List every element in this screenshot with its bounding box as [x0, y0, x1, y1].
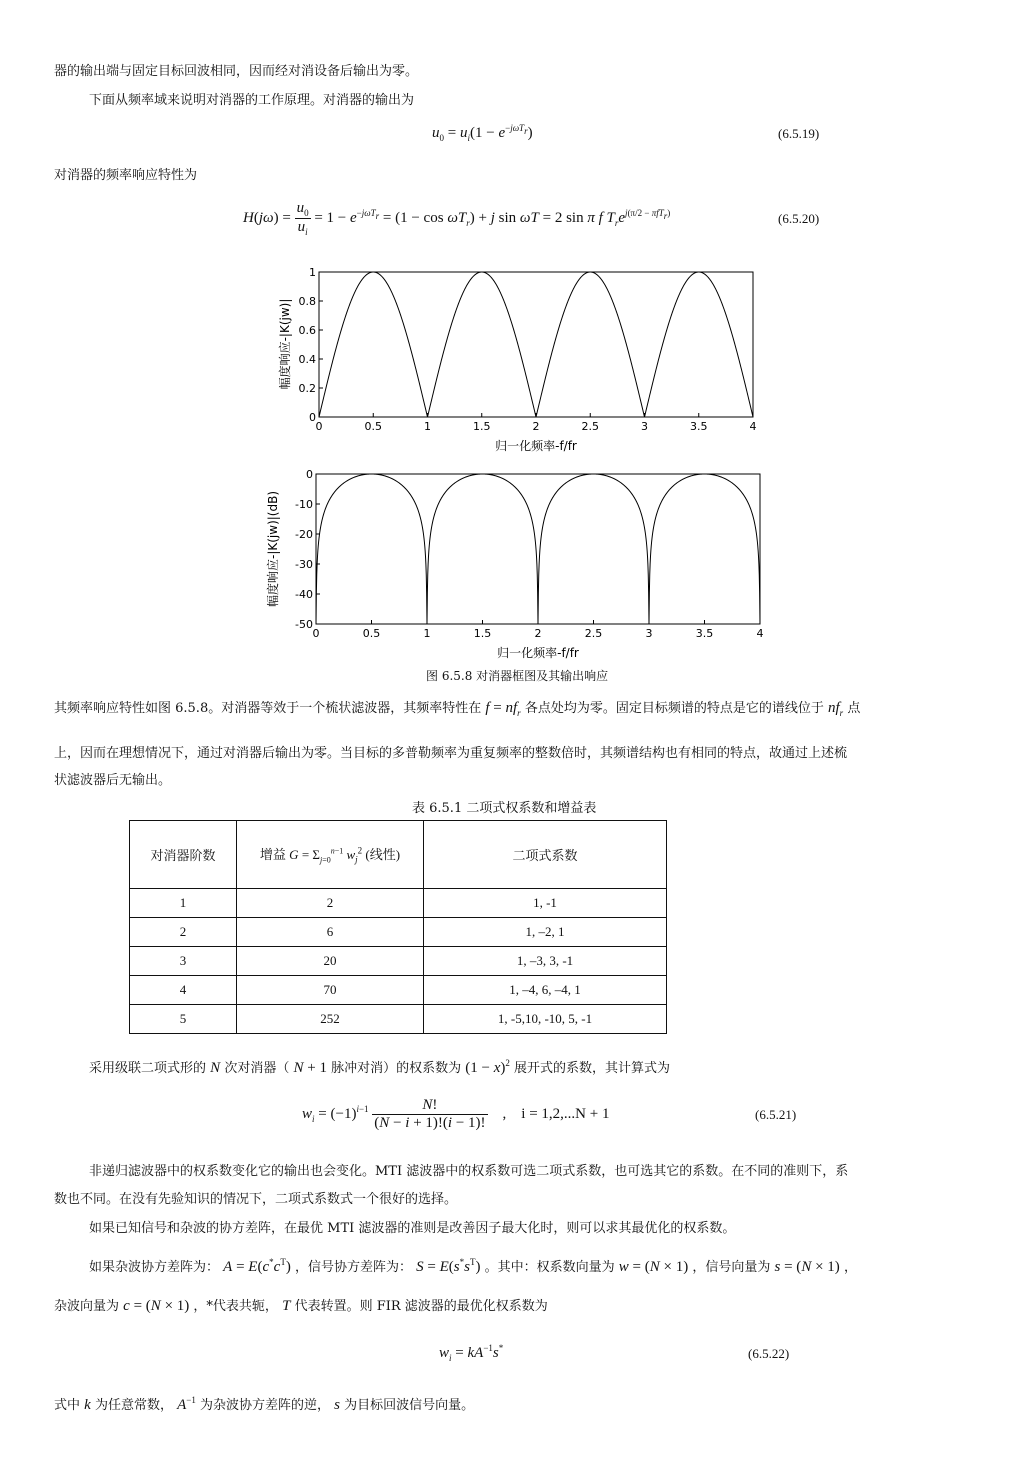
x-tick-label: 0.5 — [362, 627, 381, 640]
table-body — [130, 889, 667, 1034]
header-gain: 增益 $G = \Sigma_{j=0}^{n-1}$ $w_j^2$ (线性) — [237, 821, 424, 889]
x-tick-label: 0 — [312, 627, 320, 640]
linear-magnitude-plot — [277, 266, 757, 453]
x-axis-label: 归一化频率-f/fr — [497, 646, 579, 660]
x-tick-label: 0.5 — [364, 420, 382, 433]
table-cell-gain: 252 — [237, 1005, 424, 1034]
header-coefficients: 二项式系数 — [424, 821, 667, 889]
table-cell-order: 3 — [130, 947, 237, 976]
x-tick-label: 0 — [315, 420, 323, 433]
comb-filter-response-figure — [255, 262, 775, 662]
db-magnitude-curve — [316, 474, 760, 624]
equation-number: (6.5.20) — [778, 211, 820, 226]
paragraph-line: 非递归滤波器中的权系数变化它的输出也会变化。MTI 滤波器中的权系数可选二项式系数，也可选其它的系数。在不同的准则下，系 — [89, 1164, 849, 1179]
table-cell-coef: 1, –4, 6, –4, 1 — [424, 976, 667, 1005]
y-tick-label: 0 — [306, 468, 313, 481]
paragraph-line: 杂波向量为 c = (N × 1) ，*代表共轭， T 代表转置。则 FIR 滤波器的最优化权系数为 — [54, 1298, 548, 1314]
db-magnitude-plot — [265, 468, 764, 660]
x-tick-label: 2.5 — [584, 627, 603, 640]
table-row — [130, 1005, 667, 1034]
y-tick-label: 0.2 — [298, 382, 316, 395]
table-row — [130, 976, 667, 1005]
x-tick-label: 3 — [645, 627, 653, 640]
table-cell-gain: 6 — [237, 918, 424, 947]
y-tick-label: 0.6 — [298, 324, 316, 337]
paragraph-line: 上，因而在理想情况下，通过对消器后输出为零。当目标的多普勒频率为重复频率的整数倍时，其频谱结构也有相同的特点，故通过上述梳 — [54, 746, 848, 761]
y-tick-label: -30 — [295, 558, 313, 571]
equation-number: (6.5.22) — [748, 1346, 790, 1361]
table-cell-order: 1 — [130, 889, 237, 918]
table-row — [130, 889, 667, 918]
x-tick-label: 2 — [532, 420, 540, 433]
table-header-row — [130, 821, 667, 889]
x-tick-label: 4 — [756, 627, 764, 640]
paragraph-line: 状滤波器后无输出。 — [54, 773, 172, 788]
table-cell-gain: 2 — [237, 889, 424, 918]
equation-6-5-20: H(jω) = $\frac{u_0}{u_i}$ = $1 - e^{-j\omega T_r} = (1 - \cos \omega T_r) + j$ sin ωT = 2 sin π f $T_re^{j(\pi/2 - \pi fT_r)}$ — [243, 200, 671, 237]
y-axis-label: 幅度响应-|K(jw)|(dB) — [266, 490, 280, 608]
x-tick-label: 1 — [423, 627, 431, 640]
x-tick-label: 4 — [749, 420, 757, 433]
y-tick-label: -10 — [295, 498, 313, 511]
y-tick-label: -20 — [295, 528, 313, 541]
x-tick-label: 1.5 — [473, 627, 492, 640]
table-title: 表 6.5.1 二项式权系数和增益表 — [412, 801, 597, 816]
y-tick-label: -40 — [295, 588, 313, 601]
table-cell-coef: 1, –2, 1 — [424, 918, 667, 947]
paragraph-line: 如果杂波协方差阵为： $A = E(c^*c^T)$ ，信号协方差阵为： $S = E(s^*s^T)$ 。其中：权系数向量为 w = (N × 1) ，信号向量为 s = (N × 1) ， — [89, 1257, 857, 1275]
figure-caption: 图 6.5.8 对消器框图及其输出响应 — [426, 669, 609, 683]
equation-number: (6.5.19) — [778, 126, 820, 141]
equation-6-5-22: $w_i = kA^{-1}s^*$ — [439, 1343, 504, 1363]
y-tick-label: 0.4 — [298, 353, 316, 366]
equation-6-5-19: $u_0 = u_i(1 - e^{-j\omega T_r})$ — [432, 123, 533, 143]
table-cell-coef: 1, –3, 3, -1 — [424, 947, 667, 976]
table-cell-coef: 1, -1 — [424, 889, 667, 918]
y-tick-label: -50 — [295, 618, 313, 631]
table-cell-gain: 70 — [237, 976, 424, 1005]
paragraph-line: 式中 k 为任意常数， $A^{-1}$ 为杂波协方差阵的逆， s 为目标回波信号向量。 — [54, 1395, 475, 1413]
equation-number: (6.5.21) — [755, 1107, 797, 1122]
y-tick-label: 1 — [309, 266, 316, 279]
table-cell-order: 2 — [130, 918, 237, 947]
magnitude-curve — [319, 272, 753, 417]
binomial-weights-table — [129, 820, 667, 1034]
paragraph-line: 采用级联二项式形的 N 次对消器（ N + 1 脉冲对消）的权系数为 $(1 - x)^2$ 展开式的系数，其计算式为 — [89, 1058, 671, 1076]
paragraph-line: 器的输出端与固定目标回波相同，因而经对消设备后输出为零。 — [54, 64, 419, 79]
table-row — [130, 947, 667, 976]
table-cell-coef: 1, -5,10, -10, 5, -1 — [424, 1005, 667, 1034]
table-row — [130, 918, 667, 947]
x-tick-label: 3.5 — [690, 420, 708, 433]
header-order: 对消器阶数 — [130, 821, 237, 889]
y-tick-label: 0 — [309, 411, 316, 424]
x-tick-label: 1 — [424, 420, 431, 433]
paragraph-line: 其频率响应特性如图 6.5.8。对消器等效于一个梳状滤波器，其频率特性在 $f = nf_r$ 各点处均为零。固定目标频谱的特点是它的谱线位于 $nf_r$ 点 — [54, 700, 861, 718]
paragraph-line: 下面从频率域来说明对消器的工作原理。对消器的输出为 — [89, 93, 415, 108]
x-tick-label: 2 — [534, 627, 542, 640]
y-axis-label: 幅度响应-|K(jw)| — [278, 298, 292, 390]
x-tick-label: 3.5 — [695, 627, 714, 640]
plot-frame — [319, 272, 753, 417]
table-cell-order: 4 — [130, 976, 237, 1005]
table-cell-order: 5 — [130, 1005, 237, 1034]
paragraph-line: 如果已知信号和杂波的协方差阵，在最优 MTI 滤波器的准则是改善因子最大化时，则可以求其最优化的权系数。 — [89, 1221, 736, 1236]
y-tick-label: 0.8 — [298, 295, 316, 308]
paragraph-line: 数也不同。在没有先验知识的情况下，二项式系数式一个很好的选择。 — [54, 1192, 458, 1207]
x-tick-label: 3 — [641, 420, 648, 433]
paragraph-line: 对消器的频率响应特性为 — [54, 168, 198, 183]
table-cell-gain: 20 — [237, 947, 424, 976]
x-tick-label: 2.5 — [581, 420, 599, 433]
x-tick-label: 1.5 — [473, 420, 491, 433]
equation-6-5-21: $w_i = (-1)^{i-1}$ $\frac{N!}{(N - i + 1)!(i - 1)!}$ , i = 1,2,...N + 1 — [302, 1097, 610, 1131]
x-axis-label: 归一化频率-f/fr — [495, 439, 577, 453]
